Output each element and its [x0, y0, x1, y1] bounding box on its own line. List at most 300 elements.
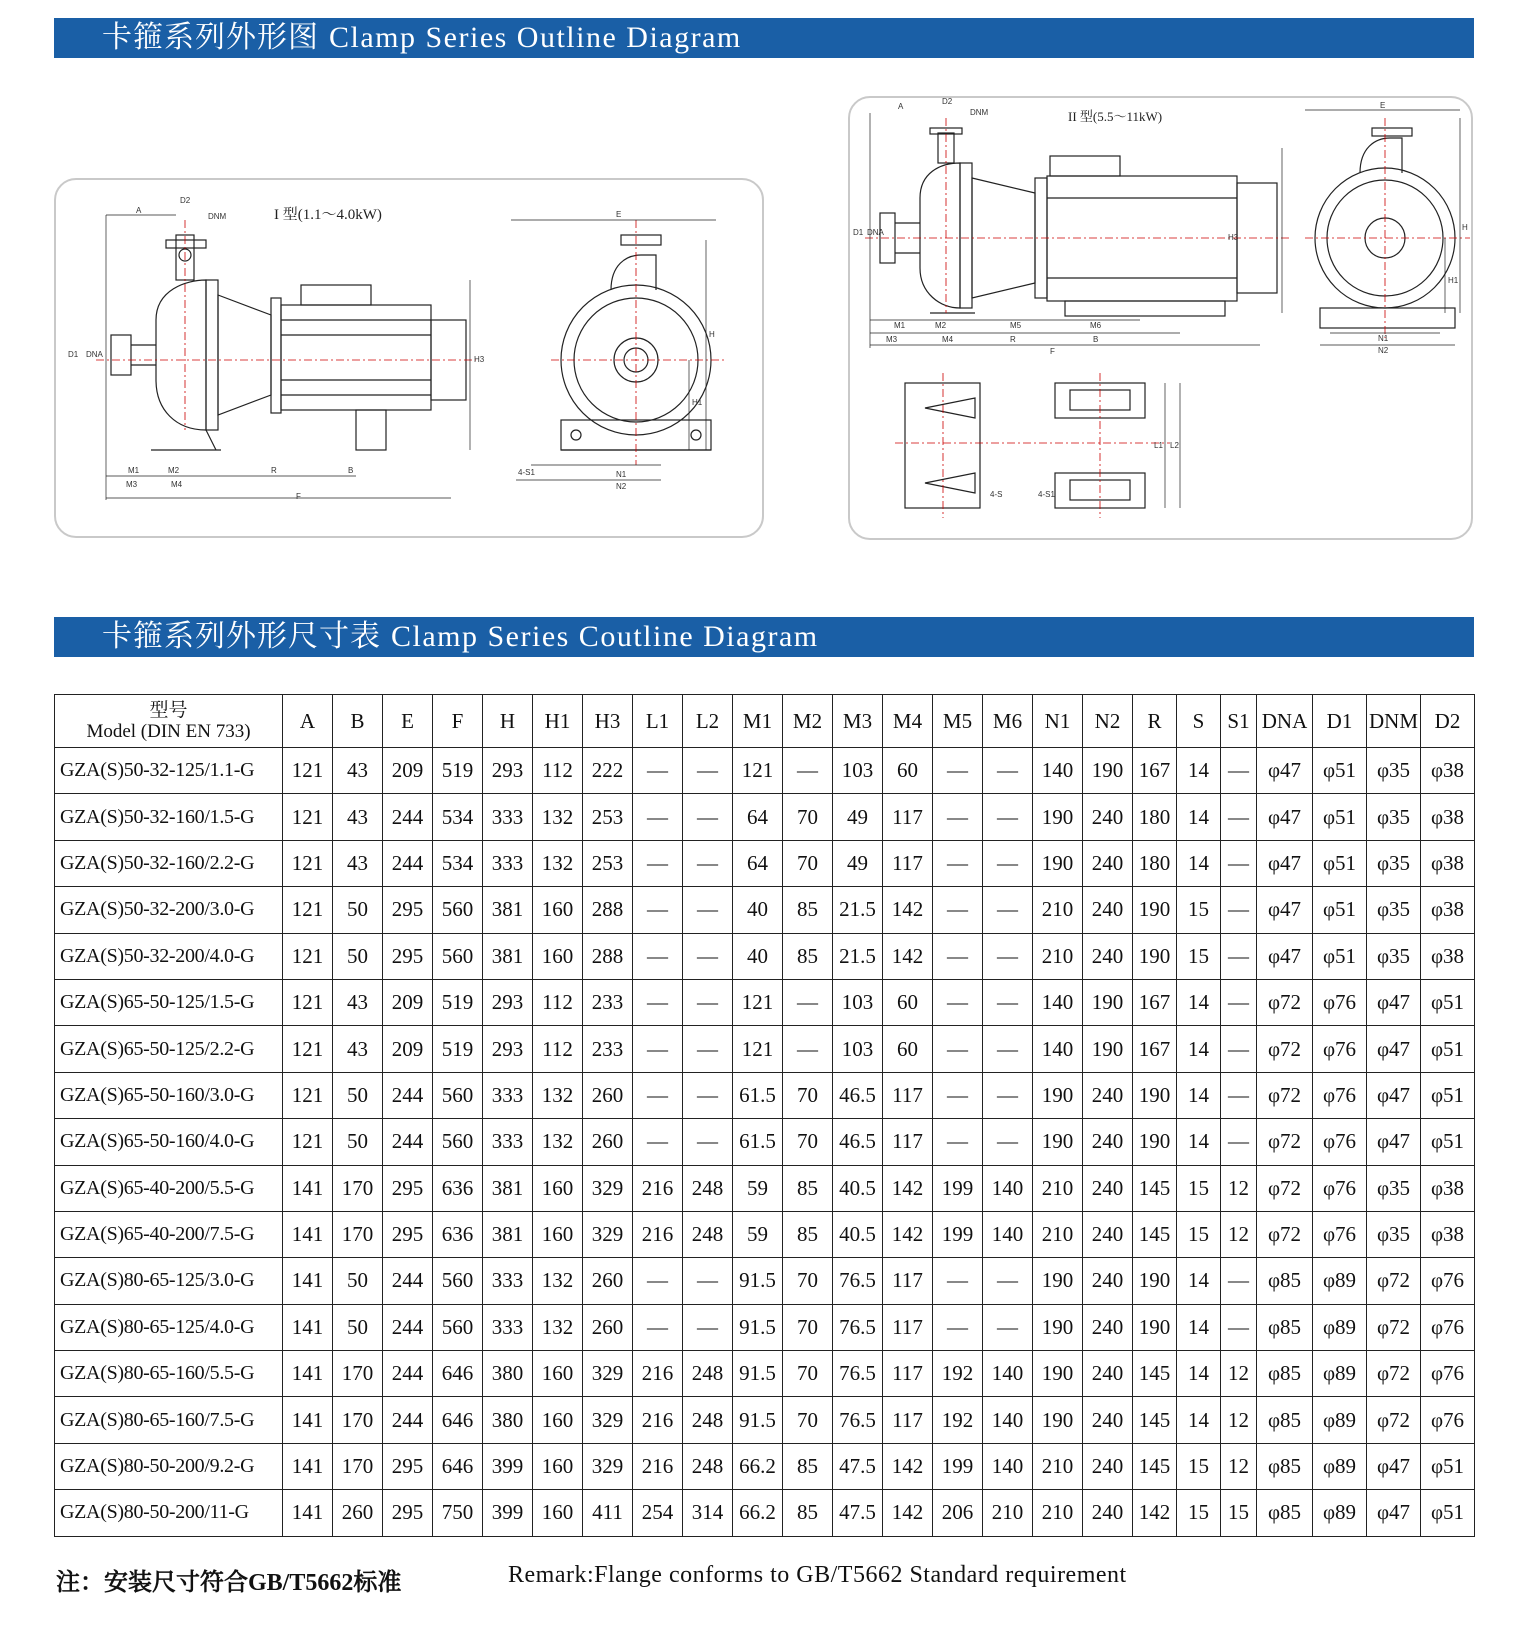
model-cell: GZA(S)65-40-200/5.5-G — [55, 1165, 283, 1211]
table-cell: — — [933, 840, 983, 886]
table-cell: 295 — [383, 933, 433, 979]
model-cell: GZA(S)65-40-200/7.5-G — [55, 1211, 283, 1257]
table-cell: 190 — [1133, 887, 1177, 933]
table-cell: — — [683, 979, 733, 1025]
table-cell: 40.5 — [833, 1211, 883, 1257]
table-cell: 85 — [783, 887, 833, 933]
table-cell: 47.5 — [833, 1490, 883, 1536]
table-cell: 190 — [1133, 1119, 1177, 1165]
table-cell: — — [1221, 1072, 1257, 1118]
column-header: B — [333, 695, 383, 748]
dim-label-n1: N1 — [616, 470, 627, 479]
table-cell: 519 — [433, 1026, 483, 1072]
table-cell: — — [933, 794, 983, 840]
dim-label-dna: DNA — [86, 350, 103, 359]
table-cell: — — [933, 1304, 983, 1350]
table-cell: φ38 — [1421, 840, 1475, 886]
table-cell: 560 — [433, 887, 483, 933]
table-cell: 210 — [1033, 1165, 1083, 1211]
table-cell: — — [683, 887, 733, 933]
table-cell: 142 — [883, 1443, 933, 1489]
dim-label-m2: M2 — [935, 321, 947, 330]
diagram-title-type1: I 型(1.1～4.0kW) — [274, 207, 382, 223]
table-cell: 240 — [1083, 1397, 1133, 1443]
column-header: L1 — [633, 695, 683, 748]
table-cell: 333 — [483, 1119, 533, 1165]
table-cell: 333 — [483, 840, 533, 886]
table-cell: 636 — [433, 1211, 483, 1257]
dim-label-d2: D2 — [942, 97, 953, 106]
table-cell: — — [1221, 748, 1257, 794]
table-cell: φ51 — [1313, 887, 1367, 933]
table-row — [55, 1490, 1475, 1536]
table-cell: 141 — [283, 1258, 333, 1304]
table-cell: 141 — [283, 1211, 333, 1257]
table-cell: 121 — [283, 748, 333, 794]
table-row — [55, 979, 1475, 1025]
table-cell: 216 — [633, 1351, 683, 1397]
table-cell: — — [1221, 1304, 1257, 1350]
table-cell: φ72 — [1257, 979, 1313, 1025]
table-cell: 216 — [633, 1211, 683, 1257]
table-cell: 121 — [283, 887, 333, 933]
table-cell: 190 — [1083, 1026, 1133, 1072]
table-cell: 381 — [483, 1211, 533, 1257]
table-cell: φ72 — [1367, 1304, 1421, 1350]
table-cell: 121 — [283, 840, 333, 886]
table-cell: 140 — [1033, 748, 1083, 794]
column-header: F — [433, 695, 483, 748]
dim-label-m4: M4 — [171, 480, 183, 489]
table-cell: 253 — [583, 794, 633, 840]
section-title-en: Clamp Series Outline Diagram — [329, 21, 742, 54]
table-cell: 14 — [1177, 794, 1221, 840]
table-cell: 190 — [1033, 1119, 1083, 1165]
model-cell: GZA(S)65-50-125/1.5-G — [55, 979, 283, 1025]
table-cell: 209 — [383, 979, 433, 1025]
table-cell: 190 — [1033, 1304, 1083, 1350]
section-banner-dimensions — [54, 617, 1474, 657]
table-cell: 190 — [1033, 840, 1083, 886]
table-cell: 117 — [883, 1397, 933, 1443]
table-cell: 260 — [583, 1119, 633, 1165]
table-cell: φ89 — [1313, 1397, 1367, 1443]
table-cell: 142 — [883, 933, 933, 979]
table-cell: φ38 — [1421, 748, 1475, 794]
table-cell: 248 — [683, 1397, 733, 1443]
table-cell: 329 — [583, 1351, 633, 1397]
table-cell: 216 — [633, 1165, 683, 1211]
table-cell: 103 — [833, 979, 883, 1025]
table-row — [55, 1211, 1475, 1257]
dim-label-dnm: DNM — [970, 108, 989, 117]
table-cell: 240 — [1083, 794, 1133, 840]
table-row — [55, 887, 1475, 933]
table-cell: 240 — [1083, 1211, 1133, 1257]
table-cell: 192 — [933, 1351, 983, 1397]
table-cell: φ76 — [1421, 1351, 1475, 1397]
table-cell: 295 — [383, 1165, 433, 1211]
table-cell: 170 — [333, 1351, 383, 1397]
table-cell: — — [633, 887, 683, 933]
table-cell: — — [633, 1258, 683, 1304]
table-cell: 140 — [983, 1165, 1033, 1211]
table-cell: 170 — [333, 1397, 383, 1443]
table-cell: 240 — [1083, 840, 1133, 886]
table-cell: 560 — [433, 933, 483, 979]
model-cell: GZA(S)50-32-160/1.5-G — [55, 794, 283, 840]
table-cell: 190 — [1033, 1351, 1083, 1397]
table-cell: 12 — [1221, 1351, 1257, 1397]
table-cell: — — [683, 1072, 733, 1118]
table-cell: — — [983, 933, 1033, 979]
table-cell: 244 — [383, 1258, 433, 1304]
table-cell: 40.5 — [833, 1165, 883, 1211]
column-header: M2 — [783, 695, 833, 748]
table-cell: 64 — [733, 840, 783, 886]
table-cell: 244 — [383, 1119, 433, 1165]
table-cell: 14 — [1177, 1304, 1221, 1350]
table-cell: 636 — [433, 1165, 483, 1211]
table-cell: 333 — [483, 794, 533, 840]
table-cell: 121 — [733, 979, 783, 1025]
table-cell: 140 — [983, 1351, 1033, 1397]
table-cell: 140 — [1033, 979, 1083, 1025]
table-cell: 60 — [883, 748, 933, 794]
dim-label-n2: N2 — [616, 482, 627, 491]
table-cell: φ76 — [1421, 1258, 1475, 1304]
table-cell: — — [633, 1072, 683, 1118]
table-cell: 240 — [1083, 933, 1133, 979]
dim-label-m2: M2 — [168, 466, 180, 475]
table-cell: 43 — [333, 1026, 383, 1072]
table-row — [55, 1351, 1475, 1397]
table-cell: φ47 — [1257, 840, 1313, 886]
model-cell: GZA(S)65-50-160/4.0-G — [55, 1119, 283, 1165]
table-cell: 117 — [883, 1072, 933, 1118]
table-cell: 43 — [333, 840, 383, 886]
table-cell: 70 — [783, 840, 833, 886]
table-cell: 14 — [1177, 1351, 1221, 1397]
table-cell: 142 — [883, 1490, 933, 1536]
table-row — [55, 1119, 1475, 1165]
model-header-en: Model (DIN EN 733) — [86, 721, 251, 742]
table-row — [55, 1443, 1475, 1489]
table-cell: — — [983, 887, 1033, 933]
table-cell: φ47 — [1257, 933, 1313, 979]
table-cell: 121 — [283, 1072, 333, 1118]
table-cell: 240 — [1083, 1258, 1133, 1304]
dim-label-4-s: 4-S — [990, 490, 1003, 499]
table-cell: 329 — [583, 1443, 633, 1489]
table-cell: — — [933, 1072, 983, 1118]
table-cell: 70 — [783, 794, 833, 840]
table-cell: 46.5 — [833, 1119, 883, 1165]
dim-label-m1: M1 — [128, 466, 140, 475]
section-title-en: Clamp Series Coutline Diagram — [391, 620, 819, 653]
table-cell: 260 — [583, 1072, 633, 1118]
table-body — [55, 748, 1475, 1537]
table-row — [55, 840, 1475, 886]
table-cell: 381 — [483, 887, 533, 933]
table-cell: φ72 — [1257, 1072, 1313, 1118]
table-cell: 190 — [1133, 1258, 1177, 1304]
table-cell: 190 — [1133, 933, 1177, 979]
table-cell: 43 — [333, 794, 383, 840]
table-cell: 60 — [883, 979, 933, 1025]
dim-label-l2: L2 — [1170, 441, 1179, 450]
table-cell: 170 — [333, 1165, 383, 1211]
table-cell: φ35 — [1367, 748, 1421, 794]
table-cell: 103 — [833, 1026, 883, 1072]
dim-label-f: F — [1050, 347, 1055, 356]
table-row — [55, 794, 1475, 840]
column-header: A — [283, 695, 333, 748]
model-cell: GZA(S)80-65-160/7.5-G — [55, 1397, 283, 1443]
table-cell: — — [1221, 1119, 1257, 1165]
table-cell: 210 — [1033, 1490, 1083, 1536]
table-cell: φ51 — [1421, 979, 1475, 1025]
table-cell: 121 — [283, 1026, 333, 1072]
table-cell: φ38 — [1421, 933, 1475, 979]
table-cell: 12 — [1221, 1443, 1257, 1489]
table-cell: 121 — [283, 933, 333, 979]
table-cell: 85 — [783, 933, 833, 979]
table-cell: 14 — [1177, 1026, 1221, 1072]
table-cell: φ35 — [1367, 794, 1421, 840]
table-cell: 560 — [433, 1072, 483, 1118]
table-cell: 112 — [533, 1026, 583, 1072]
table-cell: 329 — [583, 1211, 633, 1257]
table-cell: 240 — [1083, 1351, 1133, 1397]
table-cell: 21.5 — [833, 933, 883, 979]
table-cell: 190 — [1133, 1072, 1177, 1118]
table-cell: — — [933, 1026, 983, 1072]
dim-label-h: H — [709, 330, 715, 339]
table-cell: 64 — [733, 794, 783, 840]
dim-label-b: B — [1093, 335, 1099, 344]
table-cell: φ85 — [1257, 1304, 1313, 1350]
dim-label-a: A — [136, 206, 142, 215]
model-cell: GZA(S)50-32-200/3.0-G — [55, 887, 283, 933]
table-cell: 15 — [1177, 933, 1221, 979]
table-cell: 76.5 — [833, 1258, 883, 1304]
table-cell: 46.5 — [833, 1072, 883, 1118]
table-cell: φ51 — [1421, 1072, 1475, 1118]
table-cell: 141 — [283, 1304, 333, 1350]
table-cell: 50 — [333, 933, 383, 979]
table-cell: — — [1221, 840, 1257, 886]
table-cell: — — [683, 1258, 733, 1304]
table-cell: 70 — [783, 1397, 833, 1443]
table-cell: φ76 — [1313, 1211, 1367, 1257]
table-cell: — — [983, 1304, 1033, 1350]
table-cell: — — [1221, 887, 1257, 933]
table-cell: φ76 — [1421, 1304, 1475, 1350]
table-cell: 40 — [733, 933, 783, 979]
table-cell: 132 — [533, 794, 583, 840]
table-cell: 190 — [1083, 748, 1133, 794]
table-cell: — — [933, 1258, 983, 1304]
table-cell: — — [1221, 979, 1257, 1025]
table-cell: 646 — [433, 1351, 483, 1397]
table-cell: φ51 — [1421, 1490, 1475, 1536]
table-cell: 295 — [383, 1490, 433, 1536]
table-cell: 240 — [1083, 1165, 1133, 1211]
table-cell: 329 — [583, 1397, 633, 1443]
table-cell: — — [633, 840, 683, 886]
table-cell: 411 — [583, 1490, 633, 1536]
table-cell: 14 — [1177, 1258, 1221, 1304]
column-header: L2 — [683, 695, 733, 748]
table-cell: 560 — [433, 1304, 483, 1350]
table-cell: φ35 — [1367, 933, 1421, 979]
table-cell: φ38 — [1421, 1211, 1475, 1257]
table-cell: — — [633, 979, 683, 1025]
table-cell: 117 — [883, 1119, 933, 1165]
table-cell: 14 — [1177, 1119, 1221, 1165]
table-cell: φ51 — [1313, 840, 1367, 886]
table-cell: 244 — [383, 794, 433, 840]
model-cell: GZA(S)50-32-160/2.2-G — [55, 840, 283, 886]
table-cell: 145 — [1133, 1397, 1177, 1443]
table-cell: φ47 — [1367, 1490, 1421, 1536]
table-row — [55, 1258, 1475, 1304]
table-cell: 49 — [833, 840, 883, 886]
table-cell: φ76 — [1313, 1165, 1367, 1211]
table-cell: 141 — [283, 1351, 333, 1397]
table-cell: φ85 — [1257, 1490, 1313, 1536]
table-cell: 190 — [1033, 794, 1083, 840]
table-cell: — — [633, 748, 683, 794]
table-cell: φ72 — [1367, 1258, 1421, 1304]
table-cell: 160 — [533, 933, 583, 979]
table-cell: 199 — [933, 1443, 983, 1489]
table-cell: — — [983, 794, 1033, 840]
diagram-panel-type1 — [54, 178, 764, 538]
table-cell: — — [1221, 933, 1257, 979]
table-cell: 288 — [583, 933, 633, 979]
column-header: N2 — [1083, 695, 1133, 748]
table-cell: 333 — [483, 1072, 533, 1118]
table-cell: 121 — [733, 1026, 783, 1072]
table-cell: 180 — [1133, 794, 1177, 840]
column-header: H — [483, 695, 533, 748]
table-cell: 244 — [383, 1304, 433, 1350]
table-cell: 190 — [1083, 979, 1133, 1025]
table-cell: 293 — [483, 1026, 533, 1072]
table-cell: 167 — [1133, 1026, 1177, 1072]
table-cell: 70 — [783, 1304, 833, 1350]
dim-label-4-s1: 4-S1 — [1038, 490, 1055, 499]
table-cell: φ47 — [1257, 887, 1313, 933]
table-cell: — — [683, 1304, 733, 1350]
dim-label-m5: M5 — [1010, 321, 1022, 330]
table-cell: φ72 — [1257, 1211, 1313, 1257]
table-cell: 43 — [333, 748, 383, 794]
table-cell: — — [983, 979, 1033, 1025]
table-cell: 646 — [433, 1397, 483, 1443]
column-header: H1 — [533, 695, 583, 748]
table-cell: 167 — [1133, 979, 1177, 1025]
table-cell: 560 — [433, 1258, 483, 1304]
column-header: DNM — [1367, 695, 1421, 748]
table-cell: 142 — [1133, 1490, 1177, 1536]
dim-label-h1: H1 — [692, 398, 703, 407]
model-cell: GZA(S)65-50-125/2.2-G — [55, 1026, 283, 1072]
table-cell: 59 — [733, 1165, 783, 1211]
table-cell: 15 — [1177, 1443, 1221, 1489]
table-cell: 50 — [333, 1072, 383, 1118]
table-cell: 190 — [1033, 1397, 1083, 1443]
table-cell: — — [983, 1258, 1033, 1304]
table-cell: 132 — [533, 1119, 583, 1165]
model-cell: GZA(S)80-65-160/5.5-G — [55, 1351, 283, 1397]
table-cell: 121 — [733, 748, 783, 794]
table-cell: 14 — [1177, 979, 1221, 1025]
table-cell: — — [633, 933, 683, 979]
table-cell: 141 — [283, 1443, 333, 1489]
table-cell: φ89 — [1313, 1258, 1367, 1304]
table-cell: 216 — [633, 1443, 683, 1489]
table-cell: — — [933, 979, 983, 1025]
table-cell: — — [633, 794, 683, 840]
table-cell: φ51 — [1313, 748, 1367, 794]
table-cell: — — [933, 1119, 983, 1165]
table-cell: 210 — [1033, 1443, 1083, 1489]
table-cell: 132 — [533, 840, 583, 886]
table-cell: 160 — [533, 1165, 583, 1211]
table-cell: 254 — [633, 1490, 683, 1536]
table-cell: φ85 — [1257, 1258, 1313, 1304]
table-cell: φ51 — [1421, 1026, 1475, 1072]
table-cell: 140 — [983, 1443, 1033, 1489]
dim-label-e: E — [616, 210, 622, 219]
table-cell: φ35 — [1367, 1211, 1421, 1257]
dim-label-n1: N1 — [1378, 334, 1389, 343]
table-cell: 61.5 — [733, 1119, 783, 1165]
column-header-model — [55, 695, 283, 748]
table-cell: 117 — [883, 1258, 933, 1304]
table-cell: 240 — [1083, 1072, 1133, 1118]
table-cell: 85 — [783, 1443, 833, 1489]
table-cell: 244 — [383, 1351, 433, 1397]
table-cell: — — [1221, 1258, 1257, 1304]
table-cell: φ38 — [1421, 794, 1475, 840]
table-cell: φ35 — [1367, 840, 1421, 886]
table-cell: 260 — [333, 1490, 383, 1536]
dimension-table — [54, 694, 1475, 1537]
model-cell: GZA(S)80-65-125/3.0-G — [55, 1258, 283, 1304]
table-cell: 199 — [933, 1165, 983, 1211]
diagram-panel-type2 — [848, 96, 1473, 540]
table-cell: 141 — [283, 1165, 333, 1211]
table-cell: — — [1221, 794, 1257, 840]
table-row — [55, 933, 1475, 979]
table-cell: 381 — [483, 933, 533, 979]
dim-label-h: H — [1462, 223, 1468, 232]
table-cell: 142 — [883, 1165, 933, 1211]
table-cell: 112 — [533, 748, 583, 794]
table-cell: 121 — [283, 1119, 333, 1165]
table-cell: 145 — [1133, 1443, 1177, 1489]
table-cell: 210 — [983, 1490, 1033, 1536]
dim-label-m3: M3 — [886, 335, 898, 344]
table-cell: 329 — [583, 1165, 633, 1211]
dim-label-e: E — [1380, 101, 1386, 110]
table-cell: 216 — [633, 1397, 683, 1443]
table-cell: 15 — [1177, 1165, 1221, 1211]
